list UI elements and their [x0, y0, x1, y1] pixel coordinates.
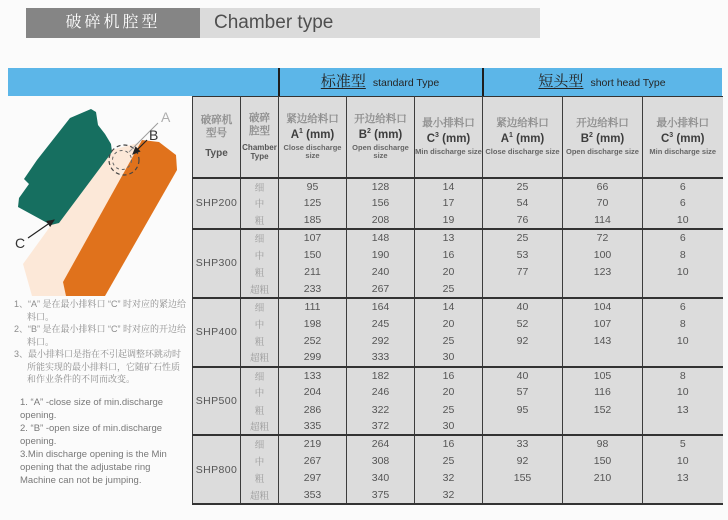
- value-cell: 155: [483, 470, 563, 487]
- value-cell: 128: [347, 178, 415, 195]
- value-cell: 6: [643, 195, 723, 212]
- table-row: [193, 435, 723, 452]
- value-cell: [643, 281, 723, 298]
- value-cell: 13: [643, 470, 723, 487]
- value-cell: 20: [415, 384, 483, 401]
- note-en-2: 2. “B” -open size of min.discharge opening.: [20, 423, 163, 447]
- value-cell: 77: [483, 263, 563, 280]
- model-group: [193, 229, 723, 298]
- notes-chinese: [14, 298, 186, 386]
- value-cell: 150: [279, 246, 347, 263]
- value-cell: 16: [415, 435, 483, 452]
- value-cell: 267: [279, 453, 347, 470]
- table-row: [193, 367, 723, 384]
- value-cell: 286: [279, 401, 347, 418]
- value-cell: [563, 418, 643, 435]
- value-cell: 10: [643, 453, 723, 470]
- value-cell: 204: [279, 384, 347, 401]
- model-group: [193, 298, 723, 367]
- value-cell: 152: [563, 401, 643, 418]
- value-cell: 104: [563, 298, 643, 315]
- col-header-open-shorthead: 开边给料口 $B^2$ (mm) Open discharge size: [563, 97, 643, 178]
- value-cell: 13: [643, 401, 723, 418]
- value-cell: 53: [483, 246, 563, 263]
- value-cell: 32: [415, 487, 483, 504]
- value-cell: 10: [643, 332, 723, 349]
- standard-type-label-en: standard Type: [372, 77, 440, 89]
- short-head-type-section-header: [482, 68, 722, 96]
- table-row: [193, 246, 723, 263]
- standard-type-section-header: [278, 68, 482, 96]
- standard-type-label-cn: 标准型: [320, 73, 366, 90]
- value-cell: 20: [415, 315, 483, 332]
- value-cell: 33: [483, 435, 563, 452]
- value-cell: 219: [279, 435, 347, 452]
- value-cell: 92: [483, 332, 563, 349]
- model-cell: SHP200: [193, 178, 241, 230]
- table-section-band: [8, 68, 722, 96]
- chamber-diagram-panel: [8, 96, 192, 506]
- chamber-type-cell: 中: [241, 453, 279, 470]
- label-a: A: [161, 109, 171, 125]
- value-cell: 95: [483, 401, 563, 418]
- value-cell: 25: [415, 401, 483, 418]
- col-header-open-standard: 开边给料口 $B^2$ (mm) Open discharge size: [347, 97, 415, 178]
- note-cn-1: 1、“A” 是在最小排料口 “C” 时对应的紧边给料口。: [14, 299, 186, 322]
- short-head-type-label-en: short head Type: [590, 77, 666, 89]
- chamber-type-cell: 粗: [241, 263, 279, 280]
- col-header-model: 破碎机 型号 Type: [193, 97, 241, 178]
- table-row: [193, 332, 723, 349]
- value-cell: 233: [279, 281, 347, 298]
- value-cell: 164: [347, 298, 415, 315]
- value-cell: 6: [643, 178, 723, 195]
- col-header-min-standard: 最小排料口 $C^3$ (mm) Min discharge size: [415, 97, 483, 178]
- table-row: [193, 315, 723, 332]
- value-cell: [483, 349, 563, 366]
- value-cell: 8: [643, 246, 723, 263]
- value-cell: 322: [347, 401, 415, 418]
- value-cell: 208: [347, 212, 415, 229]
- table-row: [193, 281, 723, 298]
- value-cell: [483, 418, 563, 435]
- value-cell: 111: [279, 298, 347, 315]
- value-cell: 5: [643, 435, 723, 452]
- value-cell: 25: [415, 332, 483, 349]
- value-cell: 76: [483, 212, 563, 229]
- chamber-type-cell: 细: [241, 178, 279, 195]
- notes-english: [20, 396, 188, 487]
- table-row: [193, 298, 723, 315]
- page-title-chinese: 破碎机腔型: [26, 8, 200, 38]
- value-cell: 240: [347, 263, 415, 280]
- col-header-close-standard: 紧边给料口 $A^1$ (mm) Close discharge size: [279, 97, 347, 178]
- value-cell: 54: [483, 195, 563, 212]
- chamber-type-cell: 超粗: [241, 418, 279, 435]
- value-cell: 107: [279, 229, 347, 246]
- chamber-type-cell: 中: [241, 195, 279, 212]
- value-cell: 150: [563, 453, 643, 470]
- value-cell: 10: [643, 212, 723, 229]
- model-cell: SHP400: [193, 298, 241, 367]
- chamber-type-cell: 超粗: [241, 349, 279, 366]
- model-group: [193, 367, 723, 436]
- value-cell: 210: [563, 470, 643, 487]
- value-cell: 252: [279, 332, 347, 349]
- col-header-close-shorthead: 紧边给料口 $A^1$ (mm) Close discharge size: [483, 97, 563, 178]
- value-cell: 70: [563, 195, 643, 212]
- table-header: [193, 97, 723, 178]
- value-cell: 6: [643, 298, 723, 315]
- col-header-min-shorthead: 最小排料口 $C^3$ (mm) Min discharge size: [643, 97, 723, 178]
- chamber-type-cell: 细: [241, 298, 279, 315]
- note-en-3: 3.Min discharge opening is the Min opening that the adjustabe ring Machine can not be jumping.: [20, 449, 167, 486]
- value-cell: [643, 349, 723, 366]
- value-cell: 25: [483, 178, 563, 195]
- value-cell: [563, 281, 643, 298]
- value-cell: 372: [347, 418, 415, 435]
- label-c: C: [15, 235, 26, 251]
- chamber-type-cell: 中: [241, 246, 279, 263]
- chamber-type-cell: 粗: [241, 332, 279, 349]
- value-cell: 114: [563, 212, 643, 229]
- value-cell: [563, 349, 643, 366]
- value-cell: 245: [347, 315, 415, 332]
- model-group: [193, 435, 723, 504]
- value-cell: 340: [347, 470, 415, 487]
- value-cell: 297: [279, 470, 347, 487]
- value-cell: 30: [415, 418, 483, 435]
- value-cell: [563, 487, 643, 504]
- value-cell: 292: [347, 332, 415, 349]
- model-cell: SHP300: [193, 229, 241, 298]
- value-cell: 98: [563, 435, 643, 452]
- col-header-chamber: 破碎 腔型 Chamber Type: [241, 97, 279, 178]
- table-row: [193, 263, 723, 280]
- value-cell: 299: [279, 349, 347, 366]
- value-cell: 182: [347, 367, 415, 384]
- value-cell: 32: [415, 470, 483, 487]
- value-cell: 107: [563, 315, 643, 332]
- value-cell: 14: [415, 178, 483, 195]
- value-cell: [483, 281, 563, 298]
- value-cell: 16: [415, 367, 483, 384]
- model-cell: SHP500: [193, 367, 241, 436]
- value-cell: 25: [415, 281, 483, 298]
- value-cell: 95: [279, 178, 347, 195]
- value-cell: 10: [643, 263, 723, 280]
- value-cell: 40: [483, 298, 563, 315]
- table-row: [193, 384, 723, 401]
- value-cell: [643, 418, 723, 435]
- chamber-cross-section-diagram: [8, 96, 192, 300]
- chamber-type-cell: 中: [241, 384, 279, 401]
- value-cell: 20: [415, 263, 483, 280]
- value-cell: 100: [563, 246, 643, 263]
- value-cell: 52: [483, 315, 563, 332]
- value-cell: [643, 487, 723, 504]
- chamber-type-cell: 细: [241, 367, 279, 384]
- model-cell: SHP800: [193, 435, 241, 504]
- chamber-type-cell: 中: [241, 315, 279, 332]
- value-cell: 25: [415, 453, 483, 470]
- value-cell: 6: [643, 229, 723, 246]
- table-row: [193, 212, 723, 229]
- value-cell: 308: [347, 453, 415, 470]
- table-row: [193, 195, 723, 212]
- value-cell: 148: [347, 229, 415, 246]
- value-cell: 8: [643, 315, 723, 332]
- value-cell: 333: [347, 349, 415, 366]
- chamber-type-cell: 细: [241, 435, 279, 452]
- table-row: [193, 487, 723, 504]
- value-cell: [483, 487, 563, 504]
- value-cell: 57: [483, 384, 563, 401]
- short-head-type-label-cn: 短头型: [538, 73, 584, 90]
- value-cell: 14: [415, 298, 483, 315]
- note-cn-3: 3、最小排料口是指在不引起调整环跳动时所能实现的最小排料口，它随矿石性质和作业条件的不同而改变。: [14, 349, 182, 384]
- chamber-type-cell: 超粗: [241, 487, 279, 504]
- header-row: [193, 97, 723, 178]
- table-row: [193, 349, 723, 366]
- chamber-type-cell: 粗: [241, 212, 279, 229]
- value-cell: 185: [279, 212, 347, 229]
- value-cell: 156: [347, 195, 415, 212]
- chamber-type-cell: 细: [241, 229, 279, 246]
- value-cell: 353: [279, 487, 347, 504]
- value-cell: 19: [415, 212, 483, 229]
- table-row: [193, 229, 723, 246]
- chamber-type-cell: 超粗: [241, 281, 279, 298]
- note-en-1: 1. “A” -close size of min.discharge opening.: [20, 397, 164, 421]
- value-cell: 375: [347, 487, 415, 504]
- value-cell: 40: [483, 367, 563, 384]
- note-cn-2: 2、“B” 是在最小排料口 “C” 时对应的开边给料口。: [14, 324, 186, 347]
- table-row: [193, 401, 723, 418]
- value-cell: 211: [279, 263, 347, 280]
- value-cell: 116: [563, 384, 643, 401]
- value-cell: 92: [483, 453, 563, 470]
- value-cell: 30: [415, 349, 483, 366]
- value-cell: 267: [347, 281, 415, 298]
- value-cell: 105: [563, 367, 643, 384]
- chamber-type-cell: 粗: [241, 401, 279, 418]
- value-cell: 10: [643, 384, 723, 401]
- value-cell: 190: [347, 246, 415, 263]
- value-cell: 133: [279, 367, 347, 384]
- value-cell: 8: [643, 367, 723, 384]
- table-row: [193, 178, 723, 195]
- value-cell: 16: [415, 246, 483, 263]
- chamber-size-table: [192, 96, 723, 505]
- value-cell: 246: [347, 384, 415, 401]
- value-cell: 335: [279, 418, 347, 435]
- value-cell: 125: [279, 195, 347, 212]
- chamber-type-cell: 粗: [241, 470, 279, 487]
- value-cell: 143: [563, 332, 643, 349]
- label-b: B: [149, 127, 159, 143]
- table-row: [193, 453, 723, 470]
- table-row: [193, 418, 723, 435]
- value-cell: 66: [563, 178, 643, 195]
- value-cell: 25: [483, 229, 563, 246]
- value-cell: 123: [563, 263, 643, 280]
- value-cell: 17: [415, 195, 483, 212]
- value-cell: 13: [415, 229, 483, 246]
- model-group: [193, 178, 723, 230]
- value-cell: 72: [563, 229, 643, 246]
- value-cell: 198: [279, 315, 347, 332]
- page-title-english: Chamber type: [200, 8, 540, 38]
- table-row: [193, 470, 723, 487]
- value-cell: 264: [347, 435, 415, 452]
